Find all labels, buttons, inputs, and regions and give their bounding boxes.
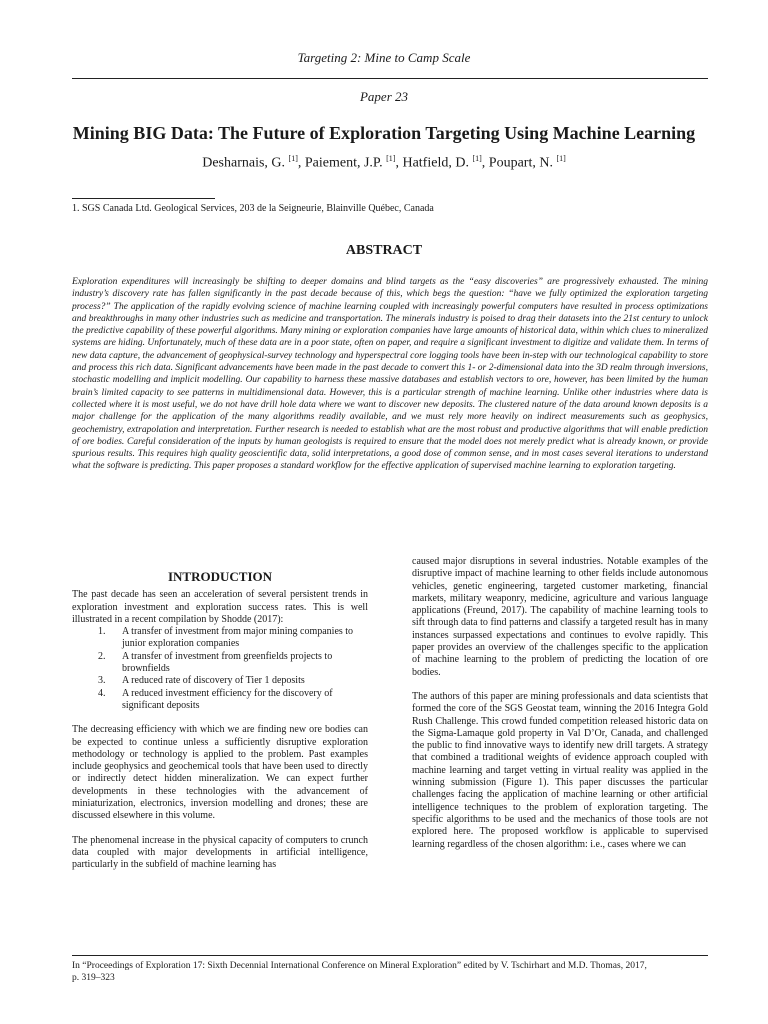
body-paragraph: The phenomenal increase in the physical capacity of computers to crunch data coupled with major developments in artificial intelligence, particularly in the subfield of machine learning has [72, 834, 368, 871]
list-text: A reduced rate of discovery of Tier 1 deposits [122, 675, 305, 687]
list-item [72, 651, 368, 676]
list-item [72, 626, 368, 651]
author-name: Desharnais, G. [202, 155, 286, 171]
introduction-heading: INTRODUCTION [167, 569, 272, 584]
footer-rule [72, 955, 708, 956]
abstract-heading: ABSTRACT [345, 243, 423, 258]
author-list [0, 154, 768, 172]
right-column [412, 556, 708, 851]
author-affiliation-mark: [1] [472, 154, 482, 163]
list-text: A transfer of investment from greenfields projects to brownfields [122, 650, 333, 675]
list-number: 1. [98, 626, 106, 638]
citation-pages: p. 319–323 [72, 973, 115, 983]
affiliation: 1. SGS Canada Ltd. Geological Services, 203 de la Seigneurie, Blainville Québec, Canada [72, 203, 434, 214]
author-affiliation-mark: [1] [556, 154, 566, 163]
body-paragraph: The authors of this paper are mining professionals and data scientists that formed the core of the SGS Geostat team, winning the 2016 Integra Gold Rush Challenge. This crowd funded competition released historic data on the Sigma-Lamaque gold property in Val D’Or, Canada, and challenged the public to find innovative ways to identify new drill targets. A strategy that combined a traditional weights of evidence approach coupled with machine learning and target vetting in virtual reality was applied in the winning submission (Figure 1). This paper discusses the particular challenges facing the application of machine learning or other artificial intelligence techniques to the problem of exploration targeting. The specific algorithms to be used and the mechanics of those tools are not explored here. The proposed workflow is applicable to supervised learning regardless of the chosen algorithm: i.e., cases where we can [412, 690, 708, 850]
citation-line: In “Proceedings of Exploration 17: Sixth Decennial International Conference on Mineral Exploration” edited by V. Tschirhart and M.D. Thomas, 2017, [72, 961, 647, 971]
list-text: A transfer of investment from major mining companies to junior exploration companies [122, 626, 354, 650]
list-item [72, 675, 368, 687]
body-paragraph: The decreasing efficiency with which we are finding new ore bodies can be expected to continue unless a sufficiently disruptive exploration methodology or technology is applied to the problem. Past examples include geophysics and geochemical tools that have been used to directly or indirectly detect hidden mineralization. We can expect further developments in these technologies with the advancement of miniaturization, electronics, inversion modelling and drones; these are discussed elsewhere in this volume. [72, 724, 368, 822]
list-item [72, 688, 368, 713]
author-separator: , [481, 155, 489, 171]
list-number: 2. [98, 650, 106, 662]
author-separator: , [395, 155, 403, 171]
trend-list [72, 626, 368, 712]
left-column [72, 564, 368, 872]
list-text: A reduced investment efficiency for the discovery of significant deposits [122, 687, 333, 711]
author-affiliation-mark: [1] [386, 154, 396, 163]
list-number: 3. [98, 675, 106, 687]
affiliation-rule [72, 198, 215, 199]
running-head: Targeting 2: Mine to Camp Scale [297, 50, 471, 65]
intro-paragraph: The past decade has seen an acceleration of several persistent trends in exploration investment and exploration success rates. This is well illustrated in a recent compilation by Shodde (2017): [72, 589, 368, 625]
author-separator: , [297, 155, 305, 171]
author-name: Hatfield, D. [402, 155, 469, 171]
author-name: Paiement, J.P. [304, 155, 383, 171]
author-name: Poupart, N. [488, 155, 553, 171]
list-number: 4. [98, 687, 106, 699]
author-affiliation-mark: [1] [288, 154, 298, 163]
body-paragraph: caused major disruptions in several industries. Notable examples of the disruptive impact of machine learning to other fields include autonomous vehicles, genetic engineering, targeted customer marketing, financial markets, military weaponry, medicine, agriculture and various language applications (Freund, 2017). The capability of machine learning tools to sift through data to find patterns and classify a targeted result has in many instances surpassed expectations and continues to evolve rapidly. This paper provides an overview of the challenges specific to the application of machine learning to the problem of predicting the location of ore bodies. [412, 556, 708, 678]
paper-title: Mining BIG Data: The Future of Exploration Targeting Using Machine Learning [72, 123, 696, 143]
paper-number: Paper 23 [359, 89, 409, 104]
citation-footer [72, 960, 708, 984]
abstract-text: Exploration expenditures will increasingly be shifting to deeper domains and blind targets as the “easy discoveries” are progressively exhausted. The mining industry’s discovery rate has fallen significantly in the past decade because of this, which begs the question: “have we fully optimized the exploration targeting process?” The application of the rapidly evolving science of machine learning coupled with increasingly powerful computers have resulted in process optimizations and breakthroughs in many other industries such as medicine and transportation. The minerals industry is poised to drag their datasets into the 21st century to unlock the predictive capability of these powerful algorithms. Many mining or exploration companies have large amounts of historical data, within which clues to mineralized systems are hiding. Unfortunately, much of these data are in a poor state, often on paper, and require a significant investment to digitize and validate them. In terms of new data capture, the advancement of geophysical-survey technology and hyperspectral core logging tools have been in-step with our technological capability to store and process this rich data. Significant advancements have been made in the past decade to convert this 1- or 2-dimensional data into the 3D realm through inversions, stochastic modelling and implicit modelling. Our capability to harness these massive databases and establish vectors to ore, however, has been limited by the human brain’s limited capacity to see patterns in multidimensional data. However, this is a particular strength of machine learning. Unlike other industries where data is collected where it is most useful, we do not have drill hole data where we want to discover new deposits. The clustered nature of the data around known deposits is a major challenge for the application of the many algorithms readily available, and we must rely more heavily on indirect measurements such as geophysics, geochemistry, extrapolation and interpretation. Further research is needed to establish what are the most robust and productive algorithms that will enable prediction of ore bodies. Careful consideration of the inputs by human geologists is required to ensure that the model does not merely predict what is already known, or provide spurious results. This requires high quality geoscientific data, solid interpretations, a good dose of common sense, and in most cases several iterations to understand what the software is predicting. This paper proposes a standard workflow for the effective application of supervised machine learning to exploration targeting. [72, 277, 708, 472]
header-rule [72, 78, 708, 79]
